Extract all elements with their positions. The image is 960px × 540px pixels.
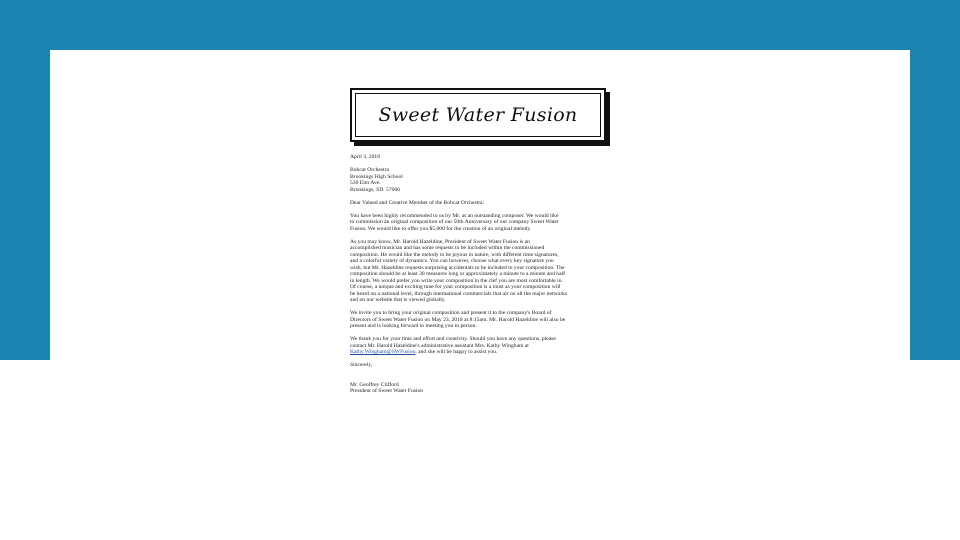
letterhead-logo-box bbox=[350, 88, 606, 142]
text-line: You have been highly recommended to us by Mr. as an outstanding composer. We would like bbox=[350, 212, 559, 219]
paragraph-4 bbox=[350, 336, 610, 356]
text-line: Fusion. We would like to offer you $5,000 for the creation of an original melody. bbox=[350, 225, 532, 232]
recipient-address bbox=[350, 167, 610, 193]
recipient-line: 530 Elm Ave. bbox=[350, 180, 381, 186]
recipient-line: Bobcat Orchestra bbox=[350, 167, 389, 173]
text-line: composition. He would like the melody to be joyous in nature, with different time signatures, bbox=[350, 251, 559, 258]
text-line: Of course, a unique and exciting tune for your composition is a must as your composition will bbox=[350, 284, 561, 290]
signer-name: Mr. Geoffrey Clifford bbox=[350, 381, 399, 388]
signer-title: President of Sweet Water Fusion bbox=[350, 388, 424, 394]
text-line: and on our website that is viewed globally. bbox=[350, 297, 446, 303]
text-fragment: , and she will be happy to assist you. bbox=[415, 349, 498, 355]
text-line: accomplished musician and has some requests to be included within the commissioned bbox=[350, 245, 545, 251]
text-line: We thank you for your time and effort and creativity. Should you have any questions, please bbox=[350, 336, 556, 342]
contact-email-link[interactable]: Kathy.Wingham@SWFusion bbox=[350, 349, 416, 355]
closing: Sincerely, bbox=[350, 362, 373, 368]
text-line: composition should be at least 30 measures long or approximately a minute to a minute and half bbox=[350, 271, 565, 277]
text-line: As you may know, Mr. Harold Hazeldine, President of Sweet Water Fusion is an bbox=[350, 238, 530, 245]
text-line: to commission an original composition of our 50th Anniversary of our company Sweet Water bbox=[350, 219, 559, 225]
text-line: and a colorful variety of dynamics. You can however, choose what every key signature you bbox=[350, 258, 554, 264]
recipient-line: Brookings High School bbox=[350, 173, 403, 180]
paragraph-2 bbox=[350, 239, 610, 304]
text-line: be heard on a national level, through international commercials that air on all the major networks bbox=[350, 290, 568, 297]
text-line: Directors of Sweet Water Fusion on May 23, 2018 at 8:15am. Mr. Harold Hazeldine will also be bbox=[350, 316, 566, 323]
paragraph-1 bbox=[350, 213, 610, 233]
company-name: Sweet Water Fusion bbox=[378, 103, 578, 126]
letter-date: April 3, 2018 bbox=[350, 154, 380, 160]
letter-document bbox=[350, 88, 610, 438]
recipient-line: Brookings, SD. 57006 bbox=[350, 186, 401, 193]
paragraph-3 bbox=[350, 310, 610, 330]
salutation: Dear Valued and Creative Member of the Bobcat Orchestra: bbox=[350, 199, 485, 206]
text-line: contact Mr. Harold Hazeldine's administrative assistant Mrs. Kathy Wingham at bbox=[350, 342, 529, 349]
text-line: wish, but Mr. Hazeldine requests surprising accidentals to be included in your composition. The bbox=[350, 264, 565, 271]
letterhead-logo-inner-frame bbox=[355, 93, 601, 137]
text-line: present and is looking forward to meeting you in person. bbox=[350, 323, 477, 329]
text-line: in length. We would prefer you write your composition in the clef you are most comfortable in. bbox=[350, 277, 563, 284]
text-line: We invite you to bring your original composition and present it to the company's Board of bbox=[350, 310, 552, 316]
